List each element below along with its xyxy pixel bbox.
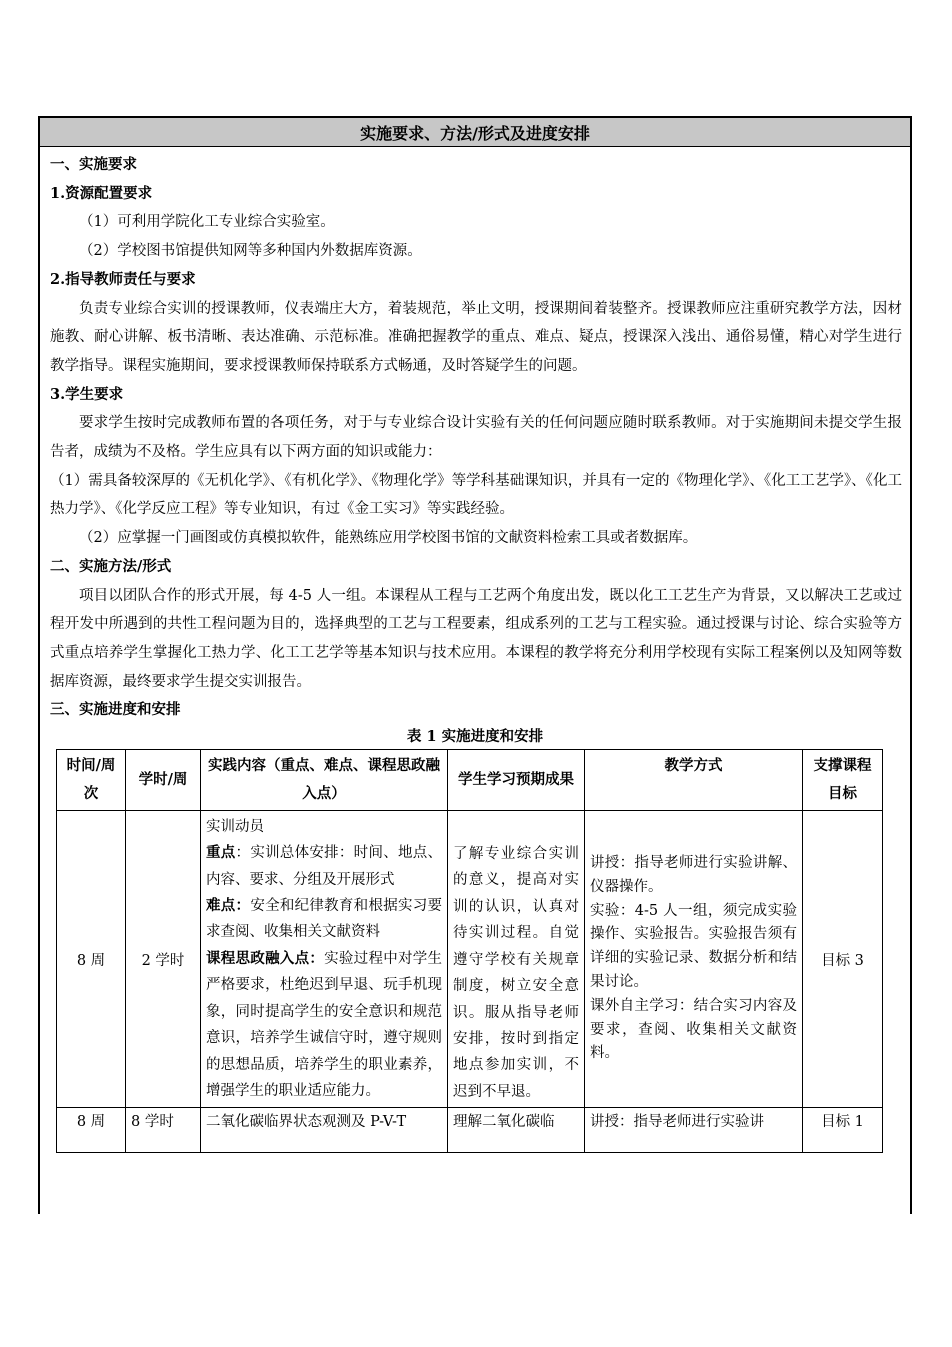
table-caption: 表 1 实施进度和安排 <box>406 728 544 746</box>
column-header-content: 实践内容（重点、难点、课程思政融入点） <box>201 750 448 811</box>
content-ideology <box>206 946 442 1104</box>
column-header-outcome: 学生学习预期成果 <box>448 750 585 811</box>
section-heading: 二、实施方法/形式 <box>50 557 172 575</box>
ideology-label: 课程思政融入点： <box>206 949 325 967</box>
table-row <box>57 1108 883 1153</box>
content-difficulty <box>206 893 442 946</box>
list-item: （1）可利用学院化工专业综合实验室。 <box>79 214 335 231</box>
cell-hours: 8 学时 <box>126 1108 201 1153</box>
subsection-heading: 3.学生要求 <box>50 385 124 403</box>
method-experiment: 实验：4-5 人一组，须完成实验操作、实验报告。实验报告须有详细的实验记录、数据分析和结果讨论。 <box>590 902 797 990</box>
cell-content <box>201 811 448 1108</box>
list-item: （1）需具备较深厚的《无机化学》、《有机化学》、《物理化学》等学科基础课知识，并具有一定的《物理化学》、《化工工艺学》、《化工热力学》、《化学反应工程》等专业知识，有过《金工实习》等实践经验。 <box>50 472 902 518</box>
document-frame <box>38 116 912 1214</box>
ideology-text: 实验过程中对学生严格要求，杜绝迟到早退、玩手机现象，同时提高学生的安全意识和规范意识，培养学生诚信守时，遵守规则的思想品质，培养学生的职业素养，增强学生的职业适应能力。 <box>206 950 443 1099</box>
paragraph: 负责专业综合实训的授课教师，仪表端庄大方，着装规范，举止文明，授课期间着装整齐。授课教师应注重研究教学方法，因材施教、耐心讲解、板书清晰、表达准确、示范标准。准确把握教学的重点、难点、疑点，授课深入浅出、通俗易懂，精心对学生进行教学指导。课程实施期间，要求授课教师保持联系方式畅通，及时答疑学生的问题。 <box>50 300 902 374</box>
paragraph: 项目以团队合作的形式开展，每 4-5 人一组。本课程从工程与工艺两个角度出发，既以化工工艺生产为背景，又以解决工艺或过程开发中所遇到的共性工程问题为目的，选择典型的工艺与工程要素，组成系列的工艺与工程实验。通过授课与讨论、综合实验等方式重点培养学生掌握化工热力学、化工工艺学等基本知识与技术应用。本课程的教学将充分利用学校现有实际工程案例以及知网等数据库资源，最终要求学生提交实训报告。 <box>50 587 902 690</box>
column-header-target: 支撑课程目标 <box>803 750 883 811</box>
paragraph: 要求学生按时完成教师布置的各项任务，对于与专业综合设计实验有关的任何问题应随时联系教师。对于实施期间未提交学生报告者，成绩为不及格。学生应具有以下两方面的知识或能力： <box>50 415 902 461</box>
content-key-point <box>206 840 442 893</box>
difficulty-label: 难点： <box>206 897 251 915</box>
section-heading: 三、实施进度和安排 <box>50 701 181 719</box>
section-heading: 一、实施要求 <box>50 156 137 173</box>
cell-method <box>585 811 803 1108</box>
column-header-week: 时间/周次 <box>57 750 126 811</box>
column-header-method: 教学方式 <box>585 750 803 811</box>
cell-method: 讲授：指导老师进行实验讲 <box>585 1108 803 1153</box>
list-item: （2）应掌握一门画图或仿真模拟软件，能熟练应用学校图书馆的文献资料检索工具或者数据库。 <box>79 530 698 547</box>
list-item: （2）学校图书馆提供知网等多种国内外数据库资源。 <box>79 243 422 260</box>
content-intro: 实训动员 <box>206 818 264 835</box>
table-header-row <box>57 750 883 811</box>
cell-week: 8 周 <box>57 811 126 1108</box>
cell-outcome: 了解专业综合实训的意义，提高对实训的认识，认真对待实训过程。自觉遵守学校有关规章制度，树立安全意识。服从指导老师安排，按时到指定地点参加实训，不迟到不早退。 <box>448 811 585 1108</box>
cell-outcome: 理解二氧化碳临 <box>448 1108 585 1153</box>
cell-target: 目标 3 <box>803 811 883 1108</box>
cell-target: 目标 1 <box>803 1108 883 1153</box>
method-lecture: 讲授：指导老师进行实验讲解、仪器操作。 <box>590 855 797 895</box>
subsection-heading: 1.资源配置要求 <box>50 184 153 202</box>
subsection-heading: 2.指导教师责任与要求 <box>50 270 196 288</box>
key-point-text: ：实训总体安排：时间、地点、内容、要求、分组及开展形式 <box>206 845 443 888</box>
page-title: 实施要求、方法/形式及进度安排 <box>40 118 910 147</box>
document-body <box>40 147 910 725</box>
method-self-study: 课外自主学习：结合实习内容及要求，查阅、收集相关文献资料。 <box>590 997 797 1062</box>
cell-week: 8 周 <box>57 1108 126 1153</box>
cell-content: 二氧化碳临界状态观测及 P-V-T <box>201 1108 448 1153</box>
column-header-hours: 学时/周 <box>126 750 201 811</box>
difficulty-text: 安全和纪律教育和根据实习要求查阅、收集相关文献资料 <box>206 898 443 941</box>
key-point-label: 重点 <box>206 844 236 862</box>
table-row <box>57 811 883 1108</box>
schedule-table <box>56 749 883 1153</box>
cell-hours: 2 学时 <box>126 811 201 1108</box>
